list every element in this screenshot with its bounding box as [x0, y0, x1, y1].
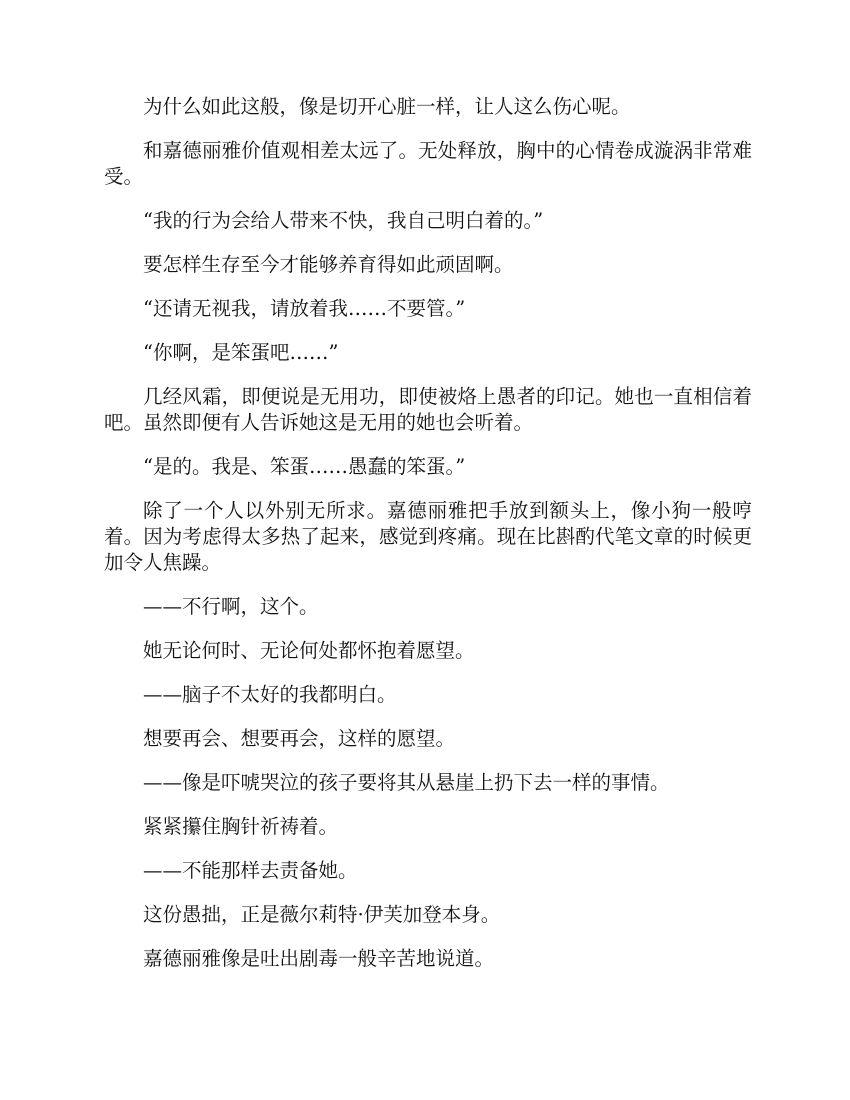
paragraph: 想要再会、想要再会，这样的愿望。 — [143, 727, 456, 750]
paragraph: 紧紧攥住胸针祈祷着。 — [143, 815, 339, 838]
paragraph: 这份愚拙，正是薇尔莉特·伊芙加登本身。 — [143, 903, 501, 926]
paragraph: ——脑子不太好的我都明白。 — [143, 683, 397, 706]
paragraph: 要怎样生存至今才能够养育得如此顽固啊。 — [143, 253, 514, 276]
paragraph: 几经风霜，即便说是无用功，即使被烙上愚者的印记。她也一直相信着吧。虽然即便有人告诉她这是无用的她也会听着。 — [104, 385, 752, 434]
paragraph: ——不能那样去责备她。 — [143, 859, 358, 882]
paragraph: 为什么如此这般，像是切开心脏一样，让人这么伤心呢。 — [143, 95, 631, 118]
paragraph: ——像是吓唬哭泣的孩子要将其从悬崖上扔下去一样的事情。 — [143, 771, 670, 794]
paragraph: 和嘉德丽雅价值观相差太远了。无处释放，胸中的心情卷成漩涡非常难受。 — [104, 139, 752, 188]
paragraph: “我的行为会给人带来不快，我自己明白着的。” — [143, 209, 544, 232]
document-page — [104, 94, 752, 990]
paragraph: “是的。我是、笨蛋……愚蠢的笨蛋。” — [143, 455, 466, 478]
paragraph: 除了一个人以外别无所求。嘉德丽雅把手放到额头上，像小狗一般哼着。因为考虑得太多热了起来，感觉到疼痛。现在比斟酌代笔文章的时候更加令人焦躁。 — [104, 499, 752, 574]
paragraph: ——不行啊，这个。 — [143, 595, 319, 618]
paragraph: 嘉德丽雅像是吐出剧毒一般辛苦地说道。 — [143, 947, 495, 970]
paragraph: “你啊，是笨蛋吧……” — [143, 341, 339, 364]
paragraph: “还请无视我，请放着我……不要管。” — [143, 297, 466, 320]
paragraph: 她无论何时、无论何处都怀抱着愿望。 — [143, 639, 475, 662]
